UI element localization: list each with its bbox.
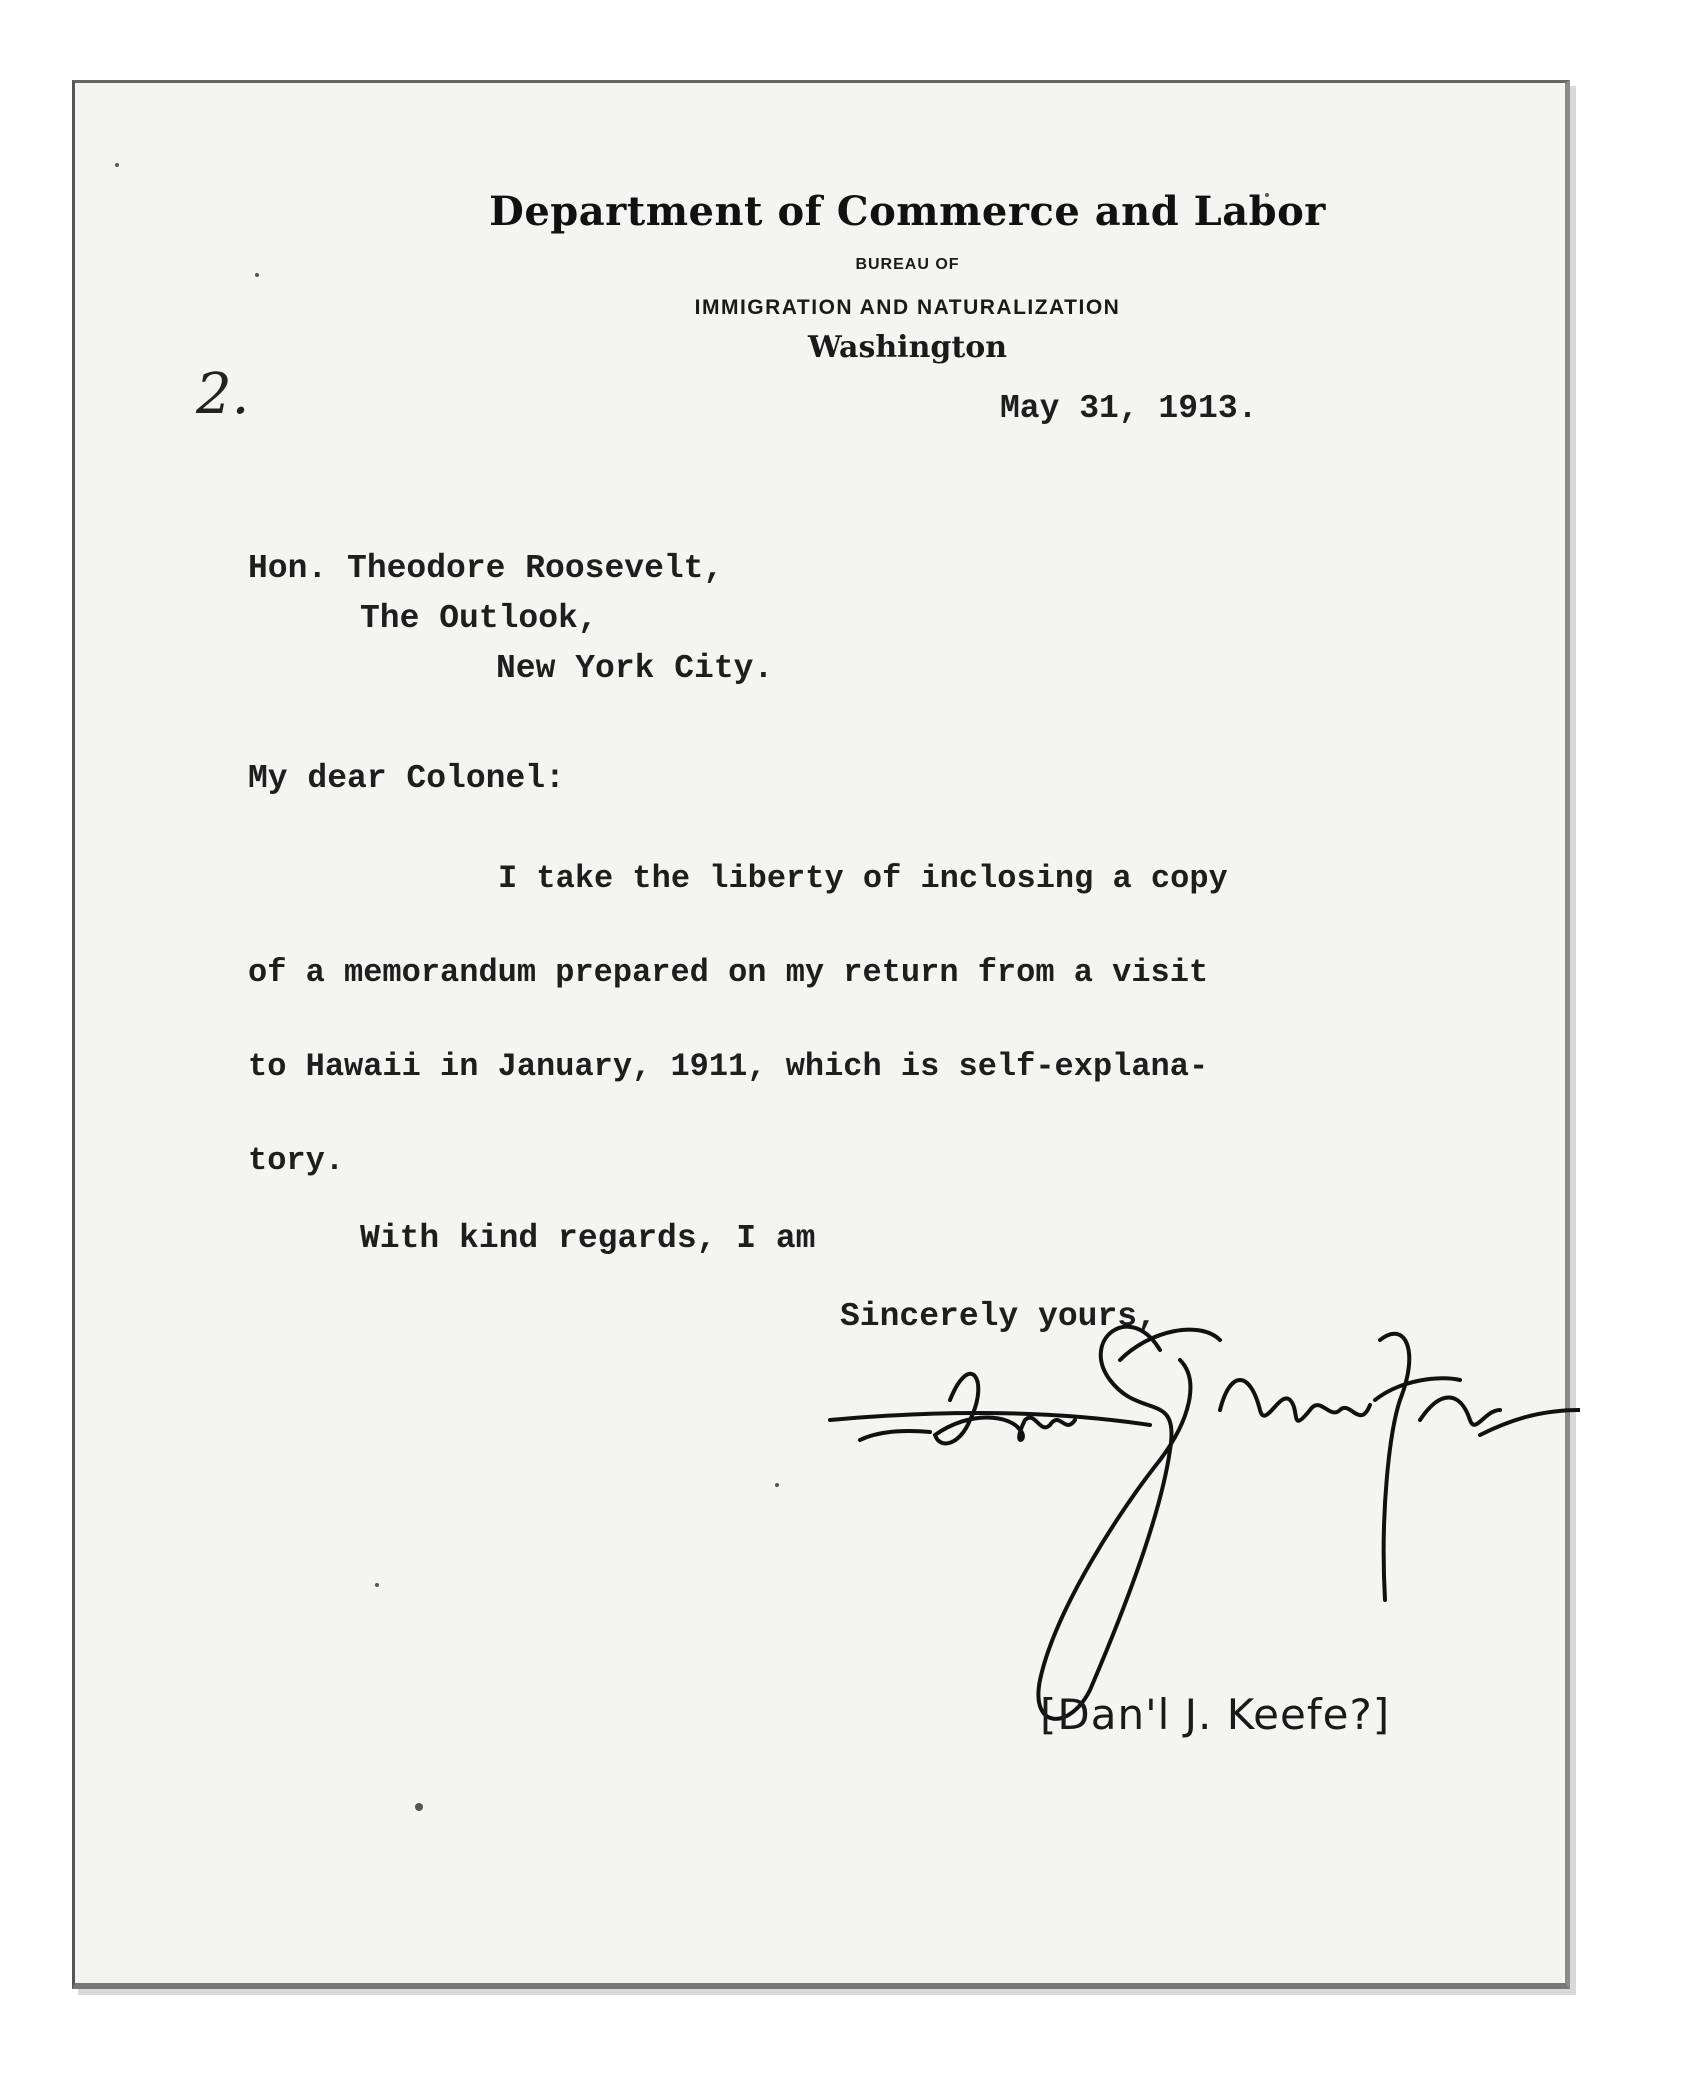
letterhead-city: Washington	[807, 330, 1008, 365]
handwritten-page-mark: 2.	[196, 362, 250, 427]
address-line-1: Hon. Theodore Roosevelt,	[248, 550, 724, 587]
dust-speck	[775, 1483, 779, 1487]
letterhead-division: IMMIGRATION AND NATURALIZATION	[694, 296, 1121, 319]
letterhead-bureau: BUREAU OF	[855, 256, 960, 273]
archival-annotation: [Dan'l J. Keefe?]	[1040, 1690, 1391, 1739]
handwritten-signature	[820, 1260, 1580, 1760]
letterhead-department: Department of Commerce and Labor	[489, 188, 1326, 235]
complimentary-close: Sincerely yours,	[840, 1298, 1157, 1335]
dust-speck	[415, 1803, 423, 1811]
body-line-4: tory.	[248, 1142, 345, 1179]
address-line-2: The Outlook,	[360, 600, 598, 637]
salutation: My dear Colonel:	[248, 760, 565, 797]
dust-speck	[375, 1583, 379, 1587]
body-line-2: of a memorandum prepared on my return from a visit	[248, 954, 1209, 991]
dust-speck	[115, 163, 119, 167]
body-line-1: I take the liberty of inclosing a copy	[498, 860, 1228, 897]
closing-line: With kind regards, I am	[360, 1220, 816, 1257]
address-line-3: New York City.	[496, 650, 774, 687]
letter-date: May 31, 1913.	[1000, 390, 1258, 427]
body-line-3: to Hawaii in January, 1911, which is self-explana-	[248, 1048, 1209, 1085]
